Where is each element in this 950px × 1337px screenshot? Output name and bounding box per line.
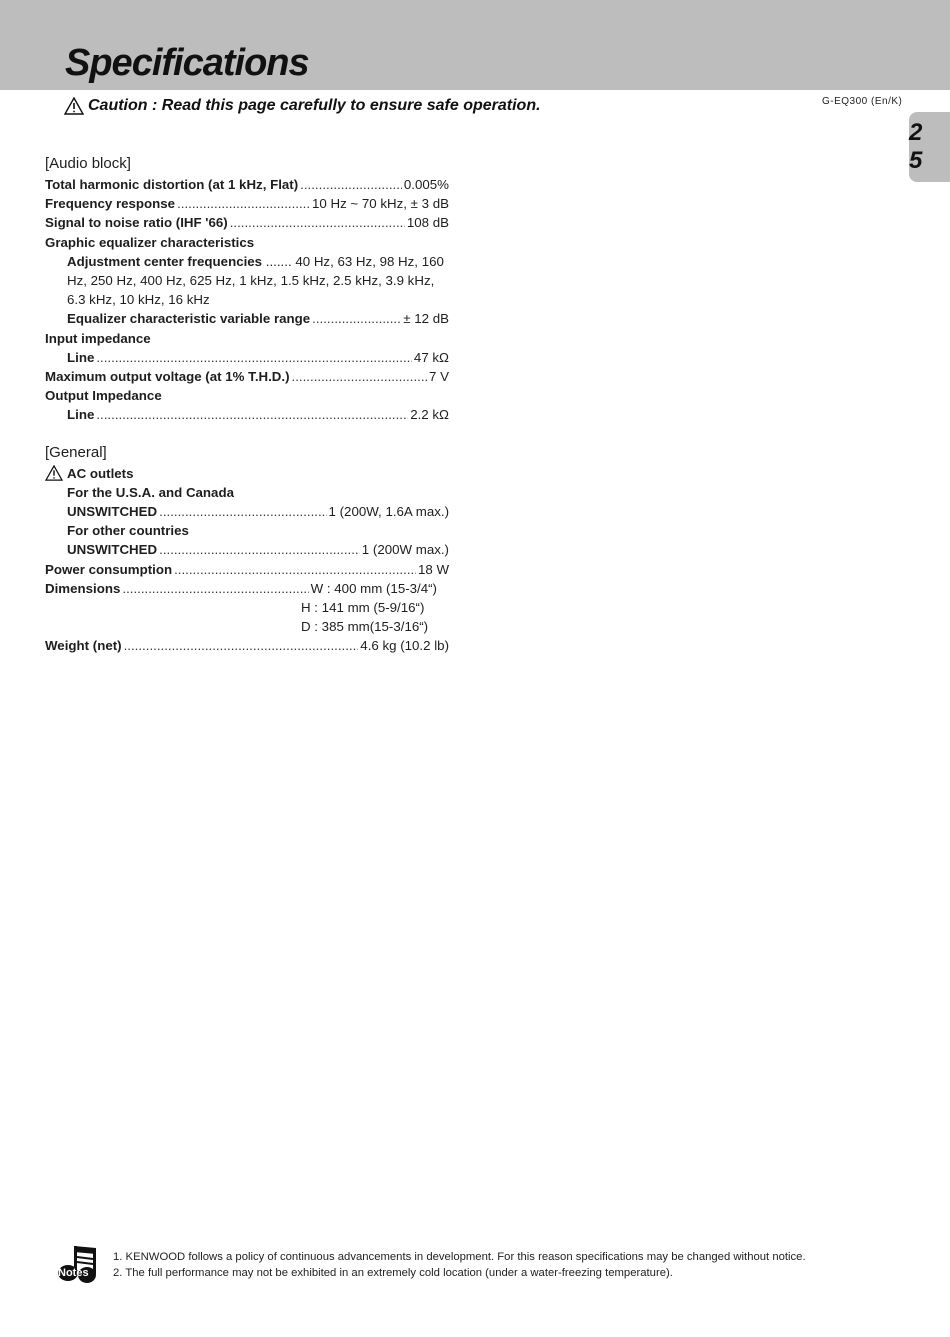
spec-input-impedance-heading: Input impedance xyxy=(45,330,151,346)
spec-label: UNSWITCHED xyxy=(67,504,158,520)
warning-icon xyxy=(45,465,63,481)
model-code: G-EQ300 (En/K) xyxy=(822,96,903,107)
spec-other-countries-heading: For other countries xyxy=(67,523,189,539)
spec-label: Frequency response xyxy=(45,196,176,212)
spec-value: 0.005% xyxy=(403,177,449,192)
leader-dots xyxy=(300,175,402,194)
spec-frequency-response xyxy=(45,194,449,213)
spec-value: 47 kΩ xyxy=(413,349,449,365)
general-heading: [General] xyxy=(45,443,107,461)
spec-value: 10 Hz ~ 70 kHz, ± 3 dB xyxy=(311,196,449,212)
notes-icon-label: Notes xyxy=(58,1267,89,1279)
page-number-tab: 2 5 xyxy=(909,112,950,182)
spec-label: UNSWITCHED xyxy=(67,542,158,558)
spec-output-line xyxy=(45,405,449,424)
specifications-list xyxy=(45,154,449,656)
spec-label: Line xyxy=(67,407,95,423)
spec-value: 7 V xyxy=(429,369,449,385)
spec-value-depth: D : 385 mm(15-3/16“) xyxy=(301,619,429,635)
spec-input-line xyxy=(45,348,449,367)
leader-dots xyxy=(159,540,360,559)
note-item: 1. KENWOOD follows a policy of continuous advancements in development. For this reason specifications may be changed without notice. xyxy=(113,1251,806,1263)
spec-label: Power consumption xyxy=(45,561,173,577)
leader-dots xyxy=(174,560,416,579)
spec-usa-unswitched xyxy=(45,502,449,521)
page-title: Specifications xyxy=(65,42,309,84)
spec-max-output xyxy=(45,367,449,386)
spec-value: 1 (200W, 1.6A max.) xyxy=(328,504,449,520)
leader-dots xyxy=(292,367,428,386)
spec-value: 4.6 kg (10.2 lb) xyxy=(360,638,449,654)
caution-line xyxy=(64,97,541,115)
spec-graphic-eq-heading: Graphic equalizer characteristics xyxy=(45,234,255,250)
spec-label: Maximum output voltage (at 1% T.H.D.) xyxy=(45,369,290,385)
spec-thd xyxy=(45,175,449,194)
spec-label: Line xyxy=(67,349,95,365)
notes-list xyxy=(113,1249,913,1281)
spec-ac-outlets-heading xyxy=(45,464,449,483)
spec-adjustment-frequencies xyxy=(45,252,449,310)
spec-snr xyxy=(45,213,449,232)
spec-value: 40 Hz, 63 Hz, 98 Hz, 160 Hz, 250 Hz, 400 Hz, 625 Hz, 1 kHz, 1.5 kHz, 2.5 kHz, 3.9 kHz, 6.3 kHz, 10 kHz, 16 kHz xyxy=(67,253,444,308)
spec-label: Total harmonic distortion (at 1 kHz, Flat) xyxy=(45,177,299,192)
music-note-icon xyxy=(57,1244,99,1286)
caution-text: Caution : Read this page carefully to ensure safe operation. xyxy=(88,97,541,114)
spec-label: AC outlets xyxy=(67,465,134,481)
spec-label: Weight (net) xyxy=(45,638,122,654)
spec-value: 2.2 kΩ xyxy=(410,407,449,423)
note-item: 2. The full performance may not be exhibited in an extremely cold location (under a water-freezing temperature). xyxy=(113,1267,673,1279)
leader-dots xyxy=(230,213,405,232)
spec-value-width: W : 400 mm (15-3/4“) xyxy=(310,580,437,596)
spec-label: Equalizer characteristic variable range xyxy=(67,311,311,327)
spec-value: 18 W xyxy=(417,561,449,577)
leader-dots xyxy=(159,502,326,521)
spec-usa-heading: For the U.S.A. and Canada xyxy=(67,484,234,500)
spec-power-consumption xyxy=(45,560,449,579)
spec-value: ± 12 dB xyxy=(403,311,449,327)
spec-dimensions xyxy=(45,579,449,598)
spec-value: 108 dB xyxy=(406,215,449,231)
leader-dots xyxy=(96,405,408,424)
spec-value-height: H : 141 mm (5-9/16“) xyxy=(301,600,425,616)
leader-dots: ....... xyxy=(262,253,296,269)
spec-other-unswitched xyxy=(45,540,449,559)
spec-label: Adjustment center frequencies xyxy=(67,253,263,269)
audio-block-heading: [Audio block] xyxy=(45,155,131,172)
leader-dots xyxy=(96,348,412,367)
leader-dots xyxy=(177,194,310,213)
leader-dots xyxy=(122,579,308,598)
spec-output-impedance-heading: Output Impedance xyxy=(45,388,162,404)
warning-icon xyxy=(64,97,84,115)
spec-weight xyxy=(45,636,449,655)
spec-eq-range xyxy=(45,309,449,328)
spec-label: Signal to noise ratio (IHF '66) xyxy=(45,215,228,231)
spec-label: Dimensions xyxy=(45,580,121,596)
leader-dots xyxy=(312,309,401,328)
spec-value: 1 (200W max.) xyxy=(361,542,449,558)
leader-dots xyxy=(124,636,359,655)
